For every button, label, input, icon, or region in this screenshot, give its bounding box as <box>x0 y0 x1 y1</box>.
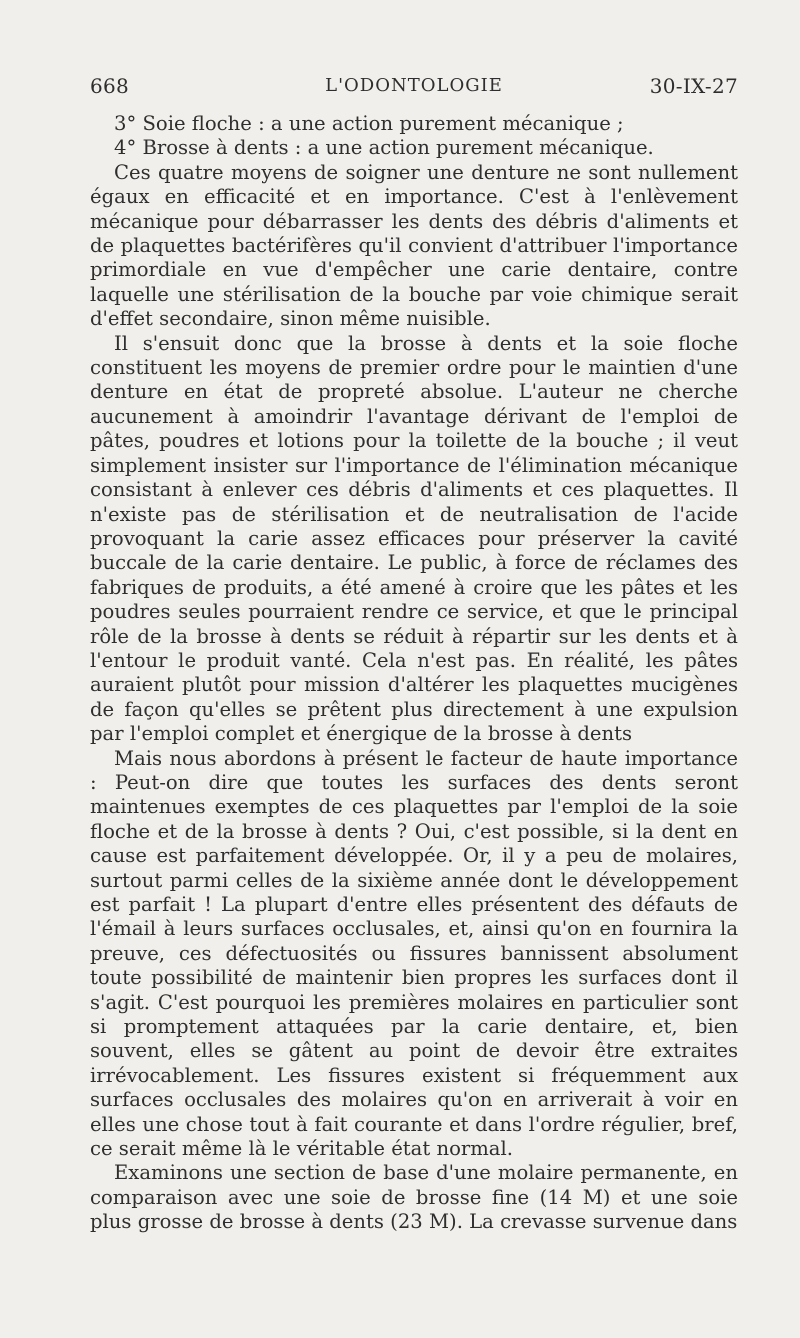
issue-date: 30-IX-27 <box>649 74 738 98</box>
paragraph-list-item-3: 3° Soie floche : a une action purement mécanique ; <box>114 112 624 135</box>
running-header <box>90 74 738 98</box>
article-body <box>90 112 738 1235</box>
paragraph-list-item-4: 4° Brosse à dents : a une action purement mécanique. <box>114 136 654 160</box>
paragraph-molar-section: Examinons une section de base d'une molaire permanente, en comparaison avec une soie de brosse fine (14 M) et une soie plus grosse de brosse à dents (23 M). La crevasse survenue dans <box>90 1161 738 1234</box>
paragraph-molar-surfaces: Mais nous abordons à présent le facteur de haute importance : Peut-on dire que toutes les surfaces des dents seront maintenues exemptes de ces plaquettes par l'emploi de la soie floche et de la brosse à dents ? Oui, c'est possible, si la dent en cause est parfaitement développée. Or, il y a peu de molaires, surtout parmi celles de la sixième année dont le développement est parfait ! La plupart d'entre elles présentent des défauts de l'émail à leurs surfaces occlusales, et, ainsi qu'on en fournira la preuve, ces défectuosités ou fissures bannissent absolument toute possibilité de maintenir bien propres les surfaces dont il s'agit. C'est pourquoi les premières molaires en particulier sont si promptement attaquées par la carie dentaire, et, bien souvent, elles se gâtent au point de devoir être extraites irrévocablement. Les fissures existent si fréquemment aux surfaces occlusales des molaires qu'on en arriverait à voir en elles une chose tout à fait courante et dans l'ordre régulier, bref, ce serait même là le véritable état normal. <box>90 746 738 1161</box>
paragraph-means-comparison: Ces quatre moyens de soigner une denture ne sont nullement égaux en efficacité et en importance. C'est à l'enlèvement mécanique pour débarrasser les dents des débris d'aliments et de plaquettes bactérifères qu'il convient d'attribuer l'importance primordiale en vue d'empêcher une carie dentaire, contre laquelle une stérilisation de la bouche par voie chimique serait d'effet secondaire, sinon même nuisible. <box>90 160 738 331</box>
page-number: 668 <box>90 74 130 98</box>
paragraph-brush-and-floss: Il s'ensuit donc que la brosse à dents et la soie floche constituent les moyens de premier ordre pour le maintien d'une denture en état de propreté absolue. L'auteur ne cherche aucunement à amoindrir l'avantage dérivant de l'emploi de pâtes, poudres et lotions pour la toilette de la bouche ; il veut simplement insister sur l'importance de l'élimination mécanique consistant à enlever ces débris d'aliments et ces plaquettes. Il n'existe pas de stérilisation et de neutralisation de l'acide provoquant la carie assez efficaces pour préserver la cavité buccale de la carie dentaire. Le public, à force de réclames des fabriques de produits, a été amené à croire que les pâtes et les poudres seules pourraient rendre ce service, et que le principal rôle de la brosse à dents se réduit à répartir sur les dents et à l'entour le produit vanté. Cela n'est pas. En réalité, les pâtes auraient plutôt pour mission d'altérer les plaquettes mucigènes de façon qu'elles se prêtent plus directement à une expulsion par l'emploi complet et énergique de la brosse à dents <box>90 331 738 746</box>
journal-title: L'ODONTOLOGIE <box>325 75 503 96</box>
